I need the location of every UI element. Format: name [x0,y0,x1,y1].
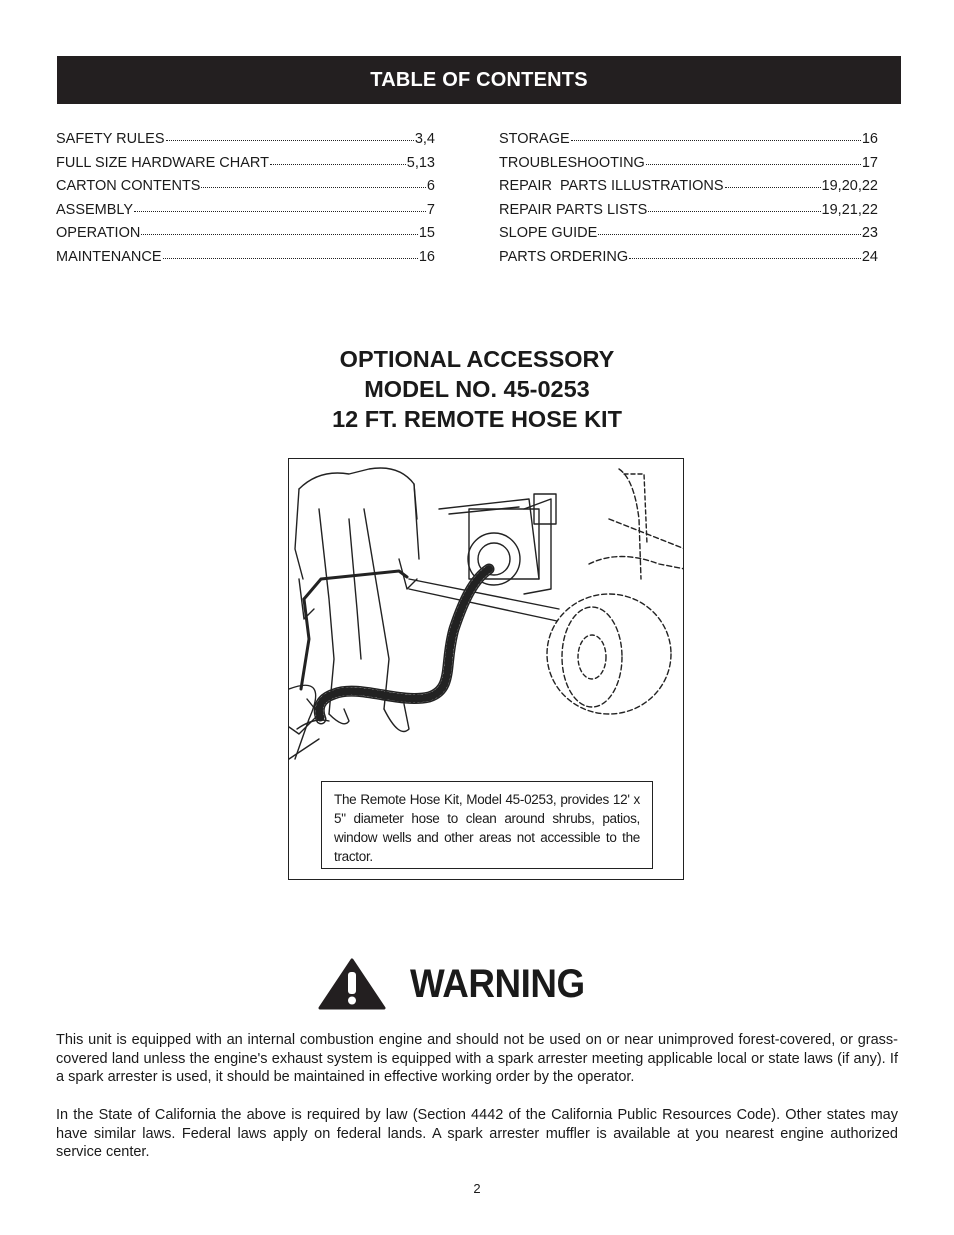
warning-heading [0,954,954,1014]
toc-entry[interactable]: REPAIR PARTS ILLUSTRATIONS 19,20,22 [499,178,878,194]
warning-paragraph: This unit is equipped with an internal combustion engine and should not be used on or near unimproved forest-covered, or grass-covered land unless the engine's exhaust system is equipped with a spark arrester meeting applicable local or state laws (if any). If a spark arrester is used, it should be maintained in effective working order by the operator. [56,1032,898,1086]
toc-entry[interactable]: MAINTENANCE 16 [56,248,435,265]
warning-triangle-icon [318,958,386,1010]
toc-left-column [56,131,435,272]
toc-entry[interactable]: SAFETY RULES 3,4 [56,131,435,147]
toc-right-column [499,131,878,272]
accessory-heading [0,344,954,434]
toc-entry[interactable]: PARTS ORDERING 24 [499,248,878,265]
toc-entry[interactable]: SLOPE GUIDE 23 [499,225,878,241]
hose-kit-figure [288,458,684,880]
page-number: 2 [473,1181,481,1196]
toc-title: TABLE OF CONTENTS [370,68,588,91]
toc-entry[interactable]: OPERATION 15 [56,225,435,241]
toc-entry[interactable]: TROUBLESHOOTING 17 [499,154,878,171]
warning-title: WARNING [410,961,585,1006]
accessory-model: MODEL NO. 45-0253 [364,376,590,402]
toc-entry[interactable]: CARTON CONTENTS 6 [56,178,435,194]
toc-banner [57,56,901,104]
accessory-line: OPTIONAL ACCESSORY [339,346,615,372]
california-paragraph: In the State of California the above is required by law (Section 4442 of the California Public Resources Code). Other states may have similar laws. Federal laws apply on federal lands. A spark arrester muffler is available at you nearest engine authorized service center. [56,1107,898,1161]
accessory-kit: 12 FT. REMOTE HOSE KIT [332,406,622,432]
toc-entry[interactable]: FULL SIZE HARDWARE CHART 5,13 [56,154,435,171]
toc-entry[interactable]: STORAGE 16 [499,131,878,147]
toc-entry[interactable]: REPAIR PARTS LISTS 19,21,22 [499,201,878,218]
toc-entry[interactable]: ASSEMBLY 7 [56,201,435,218]
figure-caption: The Remote Hose Kit, Model 45-0253, provides 12' x 5" diameter hose to clean around shrubs, patios, window wells and other areas not accessible to the tractor. [321,781,653,869]
